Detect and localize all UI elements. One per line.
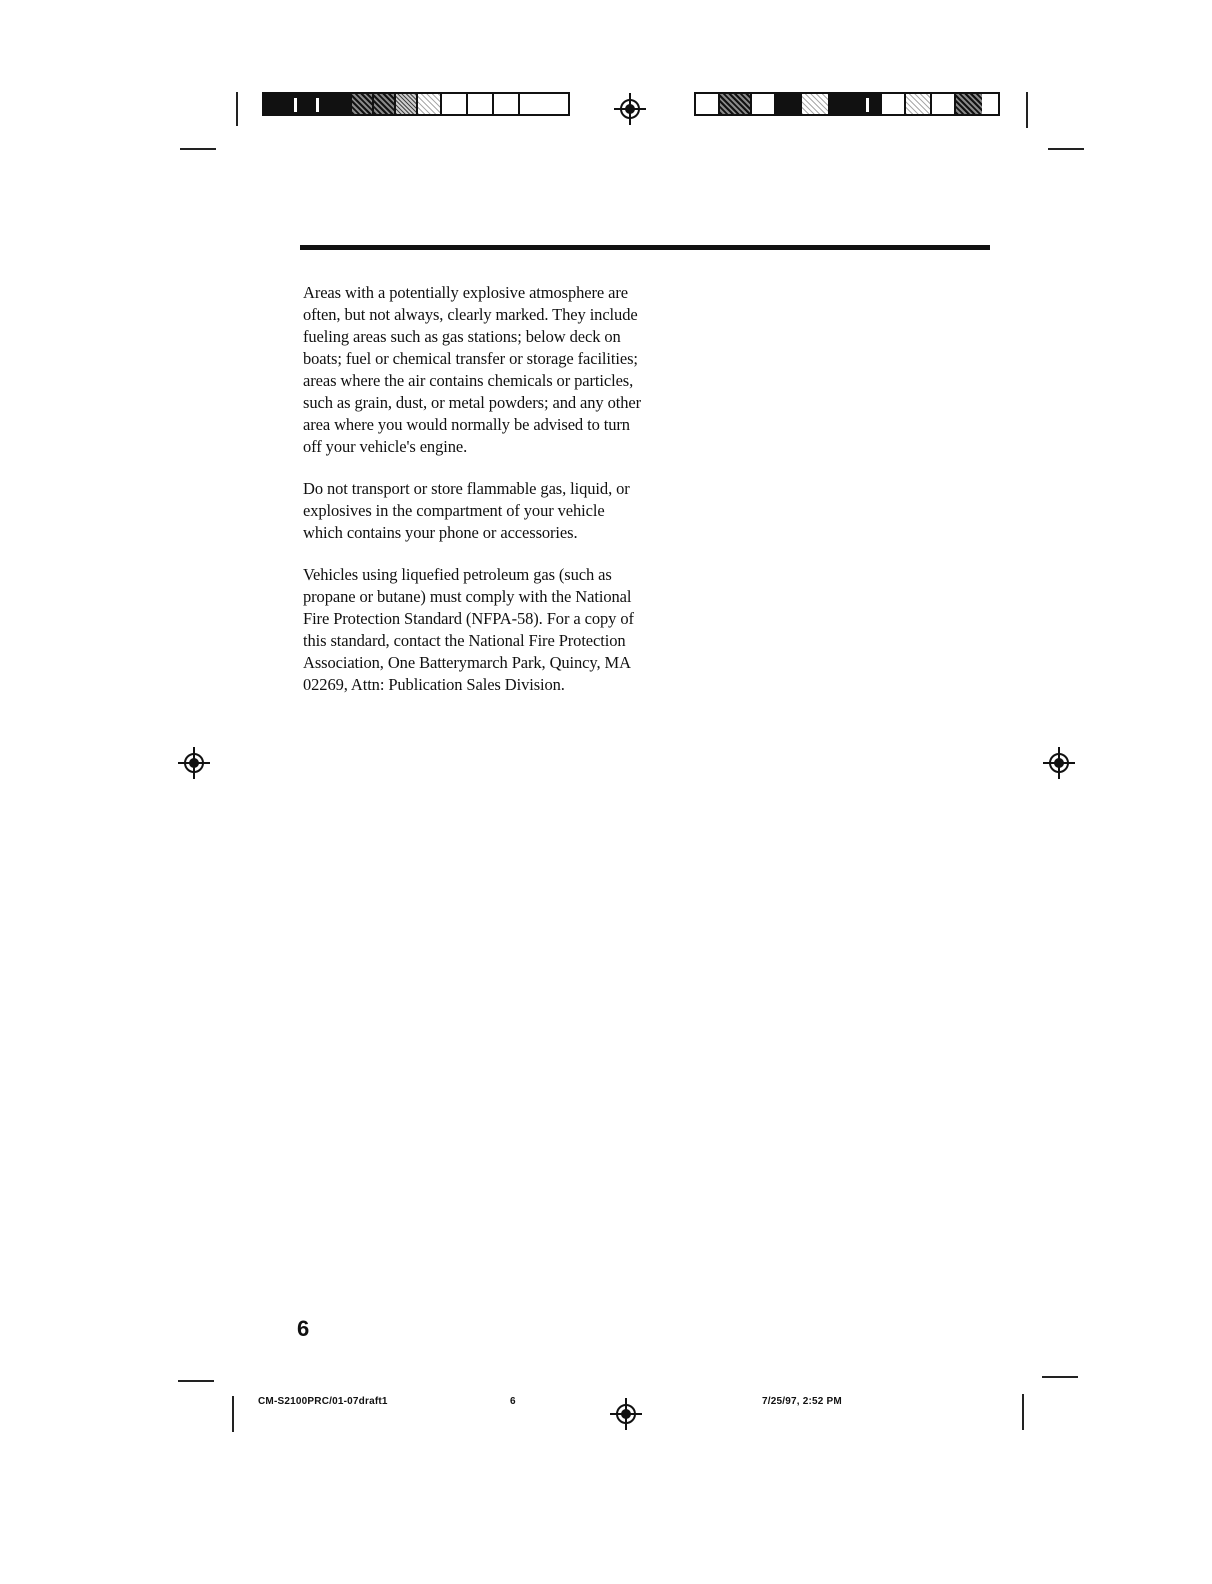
- paragraph-lpg-vehicles: Vehicles using liquefied petroleum gas (such as propane or butane) must comply with the National Fire Protection Standard (NFPA-58). For a copy of this standard, contact the National Fire Protection Association, One Batterymarch Park, Quincy, MA 02269, Attn: Publication Sales Division.: [303, 565, 634, 694]
- paragraph-explosive-areas: Areas with a potentially explosive atmosphere are often, but not always, clearly marked. They include fueling areas such as gas stations; below deck on boats; fuel or chemical transfer or storage facilities; areas where the air contains chemicals or particles, such as grain, dust, or metal powders; and any other area where you would normally be advised to turn off your vehicle's engine.: [303, 283, 642, 456]
- registration-target-icon-top: [614, 93, 646, 125]
- crop-mark-bottom-left-h: [178, 1380, 214, 1382]
- crop-mark-bottom-left-v: [232, 1396, 234, 1432]
- crop-mark-top-left-v: [236, 92, 238, 126]
- crop-mark-bottom-right-h: [1042, 1376, 1078, 1378]
- color-bar-left: [262, 92, 570, 116]
- crop-mark-top-right-v: [1026, 92, 1028, 128]
- paragraph-flammable-storage: Do not transport or store flammable gas, liquid, or explosives in the compartment of your vehicle which contains your phone or accessories.: [303, 479, 630, 542]
- slug-file-name: CM-S2100PRC/01-07draft1: [258, 1396, 388, 1407]
- color-bar-right: [694, 92, 1000, 116]
- body-text: [303, 282, 648, 716]
- section-rule: [300, 245, 990, 250]
- slug-timestamp: 7/25/97, 2:52 PM: [762, 1396, 842, 1407]
- registration-target-icon-bottom: [610, 1398, 642, 1430]
- registration-target-icon-right: [1043, 747, 1075, 779]
- crop-mark-bottom-right-v: [1022, 1394, 1024, 1430]
- page-number: 6: [297, 1316, 310, 1341]
- slug-page: 6: [510, 1396, 516, 1407]
- crop-mark-top-right-h: [1048, 148, 1084, 150]
- registration-target-icon-left: [178, 747, 210, 779]
- crop-mark-top-left-h: [180, 148, 216, 150]
